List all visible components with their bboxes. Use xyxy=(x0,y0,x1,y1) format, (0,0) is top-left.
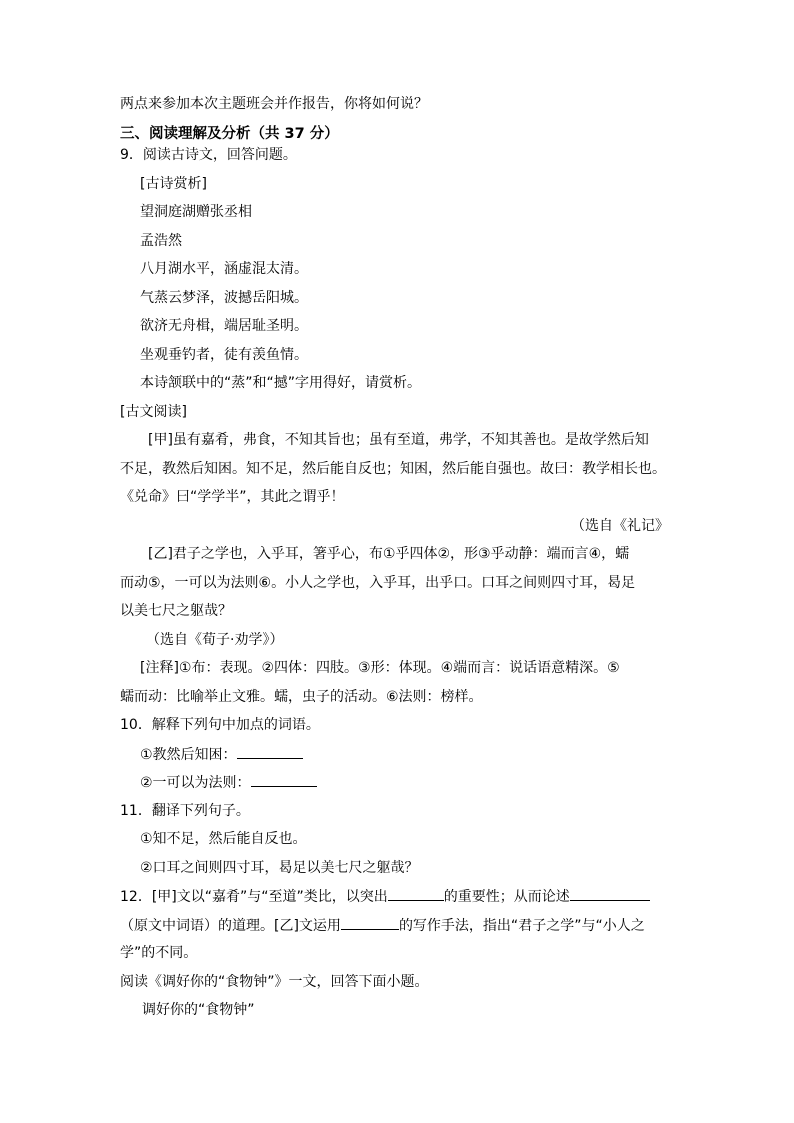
question-12-text-b: 的重要性；从而论述 xyxy=(443,889,570,905)
question-10-stem: 10．解释下列句中加点的词语。 xyxy=(120,717,320,733)
next-reading-title: 调好你的“食物钟” xyxy=(142,1002,255,1018)
annotation-line-2: 蠕而动：比喻举止文雅。蠕，虫子的活动。⑥法则：榜样。 xyxy=(120,689,483,705)
answer-blank[interactable] xyxy=(251,772,317,787)
poem-line-1: 八月湖水平，涵虚混太清。 xyxy=(140,261,308,277)
annotation-line-1: [注释]①布：表现。②四体：四肢。③形：体现。④端而言：说话语意精深。⑤ xyxy=(140,660,620,676)
poem-line-4: 坐观垂钓者，徒有羡鱼情。 xyxy=(140,347,308,363)
question-12-text-c: （原文中词语）的道理。[乙]文运用 xyxy=(120,918,341,934)
poem-line-3: 欲济无舟楫，端居耻圣明。 xyxy=(140,318,308,334)
answer-blank[interactable] xyxy=(341,915,399,930)
answer-blank[interactable] xyxy=(570,886,650,901)
poem-question: 本诗颔联中的“蒸”和“撼”字用得好，请赏析。 xyxy=(140,375,422,391)
question-12-text-d: 的写作手法，指出“君子之学”与“小人之 xyxy=(398,918,645,934)
question-11-item-1: ①知不足，然后能自反也。 xyxy=(140,831,307,847)
answer-blank[interactable] xyxy=(237,744,303,759)
question-9-stem: 9．阅读古诗文，回答问题。 xyxy=(120,147,297,163)
question-12-text-a: 12．[甲]文以“嘉肴”与“至道”类比，以突出 xyxy=(120,889,388,905)
passage-yi-source: （选自《荀子·劝学》） xyxy=(146,632,284,648)
question-12-line-3: 学”的不同。 xyxy=(120,945,198,961)
question-10-item-2 xyxy=(140,772,317,793)
passage-jia-line-1: [甲]虽有嘉肴，弗食，不知其旨也；虽有至道，弗学，不知其善也。是故学然后知 xyxy=(148,432,649,448)
question-10-item-1 xyxy=(140,744,303,765)
question-11-stem: 11．翻译下列句子。 xyxy=(120,803,250,819)
passage-jia-line-3: 《兑命》曰“学学半”，其此之谓乎！ xyxy=(120,489,345,505)
passage-jia-line-2: 不足，教然后知困。知不足，然后能自反也；知困，然后能自强也。故曰：教学相长也。 xyxy=(120,461,666,477)
poem-line-2: 气蒸云梦泽，波撼岳阳城。 xyxy=(140,290,308,306)
answer-blank[interactable] xyxy=(388,886,444,901)
passage-jia-source: （选自《礼记》 xyxy=(571,518,669,534)
poem-section-label: [古诗赏析] xyxy=(140,176,207,192)
passage-yi-line-2: 而动⑤，一可以为法则⑥。小人之学也，入乎耳，出乎口。口耳之间则四寸耳，曷足 xyxy=(120,575,636,591)
question-10-item-2-label: ②一可以为法则： xyxy=(140,775,251,791)
poem-title: 望洞庭湖赠张丞相 xyxy=(140,204,252,220)
prev-question-tail: 两点来参加本次主题班会并作报告，你将如何说？ xyxy=(120,96,428,112)
question-12-line-1 xyxy=(120,886,650,907)
poem-author: 孟浩然 xyxy=(140,233,182,249)
question-10-item-1-label: ①教然后知困： xyxy=(140,747,237,763)
section-heading: 三、阅读理解及分析（共 37 分） xyxy=(120,126,339,142)
question-12-line-2 xyxy=(120,915,645,936)
next-reading-intro: 阅读《调好你的“食物钟”》一文，回答下面小题。 xyxy=(120,974,429,990)
passage-yi-line-1: [乙]君子之学也，入乎耳，箸乎心，布①乎四体②，形③乎动静：端而言④，蠕 xyxy=(148,546,630,562)
passage-yi-line-3: 以美七尺之躯哉？ xyxy=(120,603,232,619)
classical-section-label: [古文阅读] xyxy=(120,404,187,420)
question-11-item-2: ②口耳之间则四寸耳，曷足以美七尺之躯哉？ xyxy=(140,860,419,876)
